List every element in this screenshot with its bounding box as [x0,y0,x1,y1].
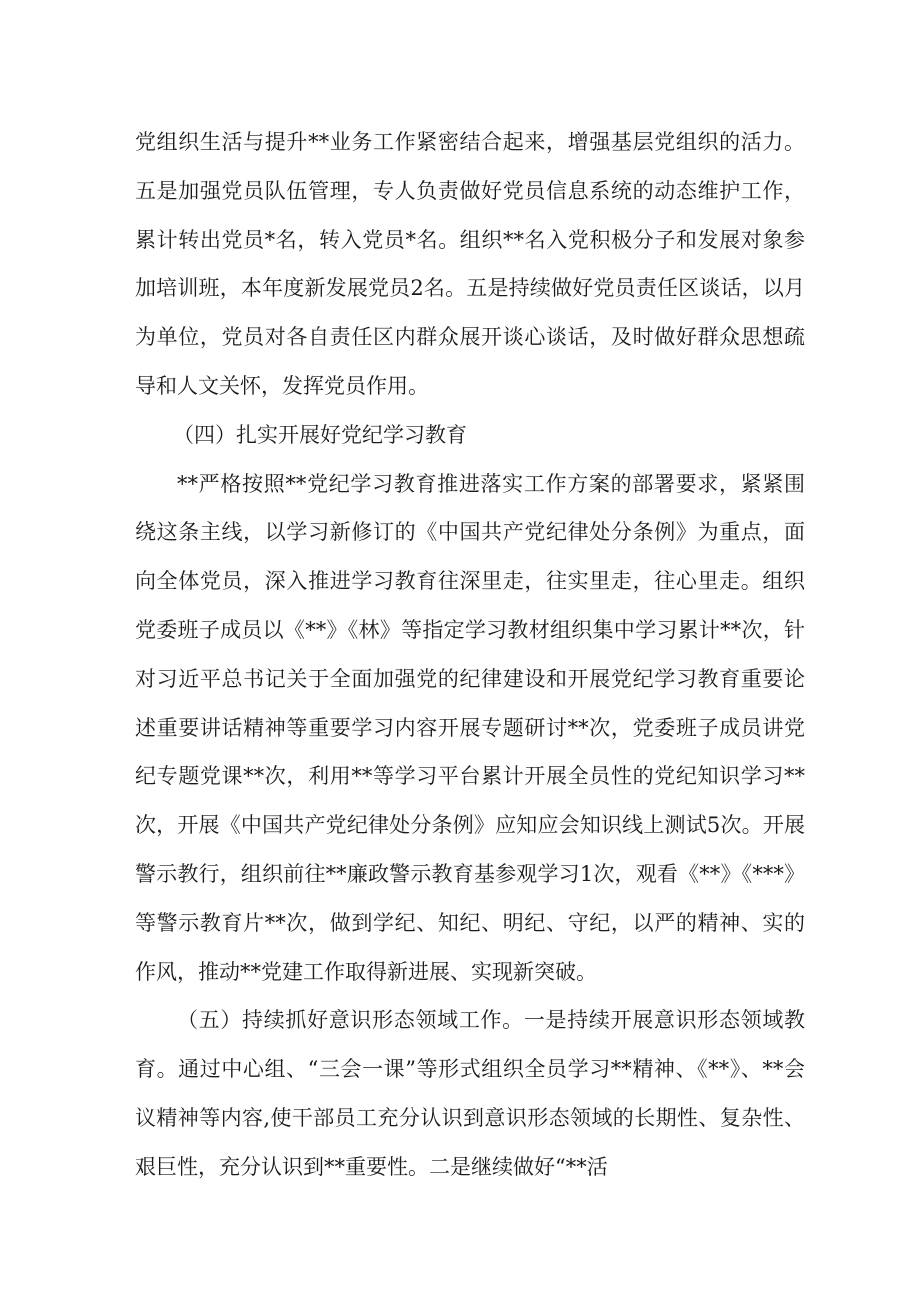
document-body [135,118,805,1192]
section-heading-four: （四）扎实开展好党纪学习教育 [173,422,467,447]
paragraph-section-five: （五）持续抓好意识形态领域工作。一是持续开展意识形态领域教育。通过中心组、“三会一课”等形式组织全员学习**精神、《**》、**会议精神等内容,使干部员工充分认识到意识形态领域的长期性、复杂性、艰巨性，充分认识到**重要性。二是继续做好“**活 [135,1008,805,1179]
paragraph-section-four: **严格按照**党纪学习教育推进落实工作方案的部署要求，紧紧围绕这条主线，以学习新修订的《中国共产党纪律处分条例》为重点，面向全体党员，深入推进学习教育往深里走，往实里走，往心里走。组织党委班子成员以《**》《林》等指定学习教材组织集中学习累计**次，针对习近平总书记关于全面加强党的纪律建设和开展党纪学习教育重要论述重要讲话精神等重要学习内容开展专题研讨**次，党委班子成员讲党纪专题党课**次，利用**等学习平台累计开展全员性的党纪知识学习**次，开展《中国共产党纪律处分条例》应知应会知识线上测试5次。开展警示教行，组织前往**廉政警示教育基参观学习1次，观看《**》《***》等警示教育片**次，做到学纪、知纪、明纪、守纪，以严的精神、实的作风，推动**党建工作取得新进展、实现新突破。 [135,471,805,984]
paragraph-continuation: 党组织生活与提升**业务工作紧密结合起来，增强基层党组织的活力。五是加强党员队伍管理，专人负责做好党员信息系统的动态维护工作，累计转出党员*名，转入党员*名。组织**名入党积极分子和发展对象参加培训班，本年度新发展党员2名。五是持续做好党员责任区谈话，以月为单位，党员对各自责任区内群众展开谈心谈话，及时做好群众思想疏导和人文关怀，发挥党员作用。 [135,130,805,398]
